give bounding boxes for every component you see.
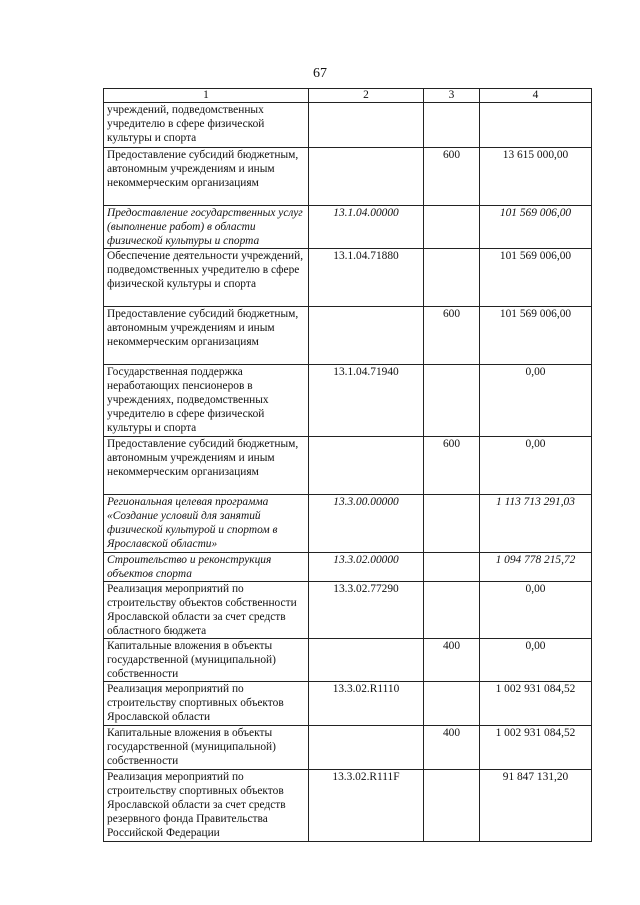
row-amount-cell: 1 002 931 084,52 (480, 682, 592, 726)
row-type-cell: 600 (424, 437, 480, 495)
table-row (104, 582, 592, 639)
row-amount-cell: 0,00 (480, 365, 592, 437)
column-header-2: 2 (309, 89, 424, 103)
table-row (104, 365, 592, 437)
row-type-cell: 400 (424, 639, 480, 682)
row-amount-cell: 0,00 (480, 639, 592, 682)
row-amount-cell: 13 615 000,00 (480, 148, 592, 206)
row-name-cell: Капитальные вложения в объекты государственной (муниципальной) собственности (104, 726, 309, 770)
row-code-cell: 13.1.04.00000 (309, 206, 424, 249)
row-name-cell: Реализация мероприятий по строительству спортивных объектов Ярославской области за счет средств резервного фонда Правительства Российской Федерации (104, 770, 309, 842)
row-code-cell: 13.3.02.R1110 (309, 682, 424, 726)
table-row (104, 639, 592, 682)
row-name-cell: Обеспечение деятельности учреждений, подведомственных учредителю в сфере физической культуры и спорта (104, 249, 309, 307)
column-header-4: 4 (480, 89, 592, 103)
row-amount-cell: 1 094 778 215,72 (480, 553, 592, 582)
row-code-cell: 13.3.02.77290 (309, 582, 424, 639)
table-row (104, 307, 592, 365)
row-type-cell (424, 103, 480, 148)
table-row (104, 249, 592, 307)
row-code-cell: 13.3.02.00000 (309, 553, 424, 582)
column-header-1: 1 (104, 89, 309, 103)
row-type-cell: 600 (424, 148, 480, 206)
table-row (104, 103, 592, 148)
row-code-cell (309, 639, 424, 682)
row-name-cell: Государственная поддержка неработающих пенсионеров в учреждениях, подведомственных учредителю в сфере физической культуры и спорта (104, 365, 309, 437)
row-code-cell: 13.3.00.00000 (309, 495, 424, 553)
row-type-cell (424, 206, 480, 249)
row-name-cell: Предоставление субсидий бюджетным, автономным учреждениям и иным некоммерческим организациям (104, 148, 309, 206)
row-amount-cell: 101 569 006,00 (480, 249, 592, 307)
row-code-cell (309, 148, 424, 206)
table-row (104, 726, 592, 770)
row-type-cell (424, 553, 480, 582)
row-name-cell: Строительство и реконструкция объектов спорта (104, 553, 309, 582)
row-amount-cell: 0,00 (480, 582, 592, 639)
table-row (104, 206, 592, 249)
table-row (104, 553, 592, 582)
row-name-cell: Региональная целевая программа «Создание условий для занятий физической культурой и спортом в Ярославской области» (104, 495, 309, 553)
budget-table (103, 88, 592, 842)
row-name-cell: учреждений, подведомственных учредителю в сфере физической культуры и спорта (104, 103, 309, 148)
row-type-cell (424, 495, 480, 553)
row-amount-cell: 91 847 131,20 (480, 770, 592, 842)
table-row (104, 495, 592, 553)
row-code-cell (309, 437, 424, 495)
row-type-cell (424, 365, 480, 437)
page-number: 67 (313, 66, 327, 81)
table-row (104, 437, 592, 495)
table-row (104, 770, 592, 842)
row-code-cell: 13.1.04.71880 (309, 249, 424, 307)
row-amount-cell: 101 569 006,00 (480, 206, 592, 249)
table-row (104, 682, 592, 726)
row-type-cell (424, 249, 480, 307)
row-name-cell: Капитальные вложения в объекты государственной (муниципальной) собственности (104, 639, 309, 682)
row-name-cell: Реализация мероприятий по строительству объектов собственности Ярославской области за счет средств областного бюджета (104, 582, 309, 639)
row-name-cell: Предоставление государственных услуг (выполнение работ) в области физической культуры и спорта (104, 206, 309, 249)
row-type-cell (424, 582, 480, 639)
row-type-cell: 600 (424, 307, 480, 365)
row-code-cell: 13.1.04.71940 (309, 365, 424, 437)
row-name-cell: Предоставление субсидий бюджетным, автономным учреждениям и иным некоммерческим организациям (104, 307, 309, 365)
row-amount-cell: 101 569 006,00 (480, 307, 592, 365)
row-name-cell: Предоставление субсидий бюджетным, автономным учреждениям и иным некоммерческим организациям (104, 437, 309, 495)
row-code-cell: 13.3.02.R111F (309, 770, 424, 842)
row-code-cell (309, 726, 424, 770)
row-code-cell (309, 307, 424, 365)
row-code-cell (309, 103, 424, 148)
row-amount-cell: 1 002 931 084,52 (480, 726, 592, 770)
row-amount-cell: 1 113 713 291,03 (480, 495, 592, 553)
row-amount-cell: 0,00 (480, 437, 592, 495)
row-name-cell: Реализация мероприятий по строительству спортивных объектов Ярославской области (104, 682, 309, 726)
column-header-3: 3 (424, 89, 480, 103)
row-type-cell (424, 770, 480, 842)
row-amount-cell (480, 103, 592, 148)
row-type-cell: 400 (424, 726, 480, 770)
table-header-row (104, 89, 592, 103)
row-type-cell (424, 682, 480, 726)
table-row (104, 148, 592, 206)
